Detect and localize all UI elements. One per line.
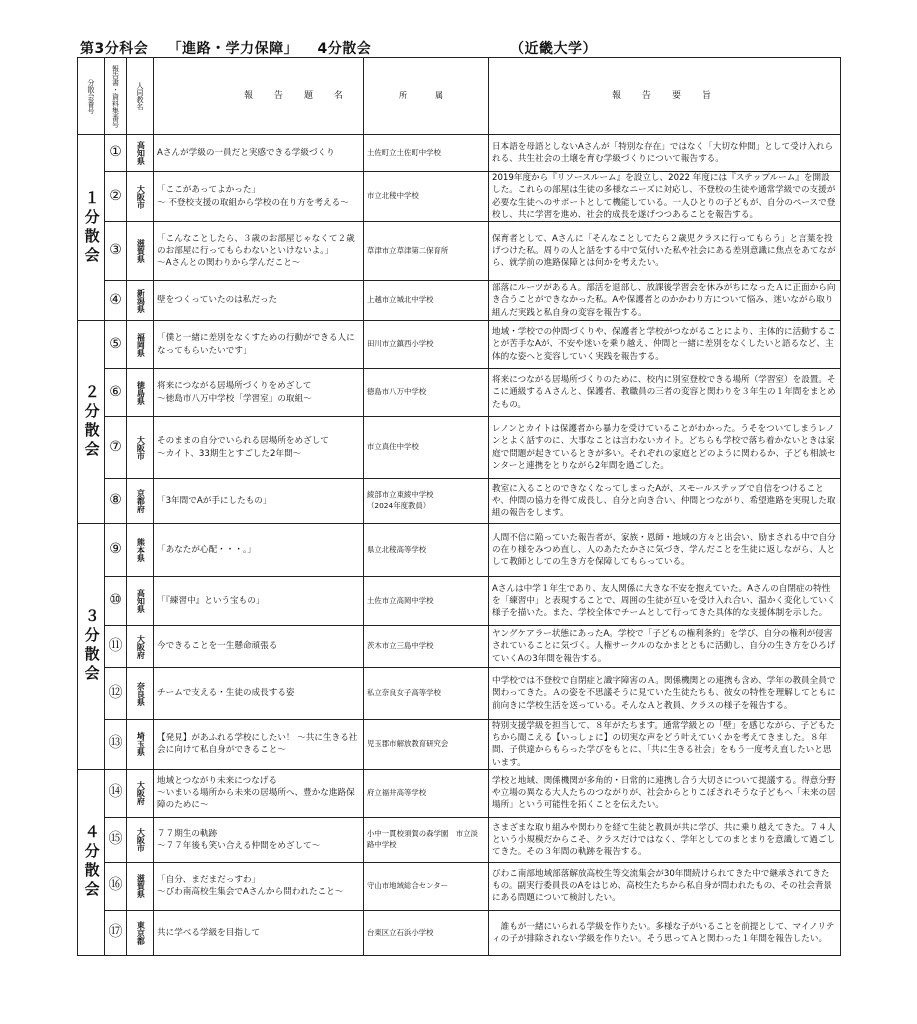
report-summary: びわこ南部地域部落解放高校生等交流集会が30年間続けられてきた中で継承されてきたもの。副実行委員長のAをはじめ、高校生たちから私自身が問われたもの、その社会背景にある問題について検討したい。 bbox=[489, 862, 841, 910]
report-number: ⑯ bbox=[105, 862, 127, 910]
table-row bbox=[78, 172, 841, 222]
report-title: 「『練習中』という宝もの」 bbox=[154, 577, 364, 626]
prefecture-text: 高知県 bbox=[136, 141, 146, 165]
prefecture-text: 埼玉県 bbox=[136, 732, 146, 757]
session-label: 第3分科会 bbox=[80, 41, 149, 57]
prefecture bbox=[127, 910, 154, 955]
col-affiliation: 所 属 bbox=[364, 58, 489, 135]
prefecture-text: 福岡県 bbox=[136, 332, 146, 357]
affiliation: 草津市立草津第二保育所 bbox=[364, 222, 489, 281]
report-title: 「こんなことしたら、３歳のお部屋じゃなくて２歳のお部屋に行ってもらわないといけないよ。」 ～Aさんとの関わりから学んだこと～ bbox=[154, 222, 364, 281]
report-summary: 2019年度から『リソースルーム』を設立し、2022 年度には『ステップルーム』を開設した。これらの部屋は生徒の多様なニーズに対応し、不登校の生徒や通常学級での支援が必要な生徒へのサポートとして機能している。一人ひとりの子どもが、自分のペースで登校し、共に学習を進め、社会的成長を遂げつつあることを報告する。 bbox=[489, 172, 841, 222]
prefecture-text: 滋賀県 bbox=[136, 874, 146, 899]
venue-label: （近畿大学） bbox=[510, 41, 597, 57]
table-row bbox=[78, 720, 841, 770]
report-number: ⑦ bbox=[105, 417, 127, 479]
affiliation: 守山市地域総合センター bbox=[364, 862, 489, 910]
table-row bbox=[78, 281, 841, 321]
report-title: 共に学べる学級を目指して bbox=[154, 910, 364, 955]
prefecture bbox=[127, 862, 154, 910]
report-summary: 日本語を母語としないAさんが「特別な存在」ではなく「大切な仲間」として受け入れられる、共生社会の土壌を育む学級づくりについて報告する。 bbox=[489, 135, 841, 172]
table-row bbox=[78, 862, 841, 910]
affiliation: 児玉郡市解放教育研究会 bbox=[364, 720, 489, 770]
table-row bbox=[78, 417, 841, 479]
table-row bbox=[78, 369, 841, 417]
group-cell bbox=[78, 769, 105, 955]
prefecture-text: 大阪府 bbox=[136, 781, 146, 806]
prefecture-text: 高知県 bbox=[136, 589, 146, 613]
report-summary: 中学校では不登校で自閉症と識字障害のＡ。関係機関との連携も含め、学年の教員全員で関わってきた。Ａの姿を不思議そうに見ていた生徒たちも、彼女の特性を理解してともに前向きに学校生活を送っている。そんなＡと教員、クラスの様子を報告する。 bbox=[489, 668, 841, 720]
report-summary: 地域・学校での仲間づくりや、保護者と学校がつながることにより、主体的に活動することが苦手なAが、不安や迷いを乗り越え、仲間と一緒に差別をなくしたいと語るなど、主体的な姿へと変容していく実践を報告する。 bbox=[489, 321, 841, 369]
prefecture bbox=[127, 172, 154, 222]
report-number: ⑪ bbox=[105, 626, 127, 668]
col-title: 報 告 題 名 bbox=[154, 58, 364, 135]
affiliation: 綾部市立東綾中学校 （2024年度教員） bbox=[364, 479, 489, 524]
report-number: ⑨ bbox=[105, 524, 127, 577]
affiliation: 土佐町立土佐町中学校 bbox=[364, 135, 489, 172]
group-cell bbox=[78, 524, 105, 770]
col-group-no: 分散会番号 bbox=[78, 58, 105, 135]
affiliation: 茨木市立三島中学校 bbox=[364, 626, 489, 668]
prefecture-text: 新潟県 bbox=[136, 288, 146, 313]
table-header-row bbox=[78, 58, 841, 135]
prefecture-text: 大阪府 bbox=[136, 634, 146, 659]
group-label: ４分散会 bbox=[82, 824, 101, 901]
table-row bbox=[78, 817, 841, 862]
subsession-label: 4分散会 bbox=[317, 41, 372, 57]
report-summary: レノンとカイトは保護者から暴力を受けていることがわかった。うそをついてしまうレノンとよく話すのに、大事なことは言わないカイト。どちらも学校で落ち着かないときは家庭で問題が起きているときが多い。それぞれの家庭とどのように関わるか、子ども相談センターと連携をとりながら2年間を過ごした。 bbox=[489, 417, 841, 479]
report-summary: さまざまな取り組みや関わりを経て生徒と教員が共に学び、共に乗り越えてきた。７４人という小規模だからこそ、クラスだけではなく、学年としてのまとまりを意識して過ごしてきた。その３年間の軌跡を報告する。 bbox=[489, 817, 841, 862]
prefecture bbox=[127, 369, 154, 417]
report-summary: 人間不信に陥っていた報告者が、家族・恩師・地域の方々と出会い、励まされる中で自分の在り様をみつめ直し、人のあたたかさに気づき、学んだことを生徒に返しながら、人として教師としての生き方を保障してもらっている。 bbox=[489, 524, 841, 577]
report-summary: Aさんは中学１年生であり、友人関係に大きな不安を抱えていた。Aさんの自閉症の特性を「練習中」と表現することで、周囲の生徒が互いを受け入れ合い、温かく変化していく様子を描いた。また、学校全体でチームとして行ってきた具体的な支援体制を示した。 bbox=[489, 577, 841, 626]
report-number: ⑰ bbox=[105, 910, 127, 955]
report-number: ⑩ bbox=[105, 577, 127, 626]
table-row bbox=[78, 769, 841, 817]
table-row bbox=[78, 910, 841, 955]
report-title: チームで支える・生徒の成長する姿 bbox=[154, 668, 364, 720]
col-summary: 報 告 要 旨 bbox=[489, 58, 841, 135]
prefecture-text: 熊本県 bbox=[136, 538, 146, 562]
prefecture bbox=[127, 817, 154, 862]
affiliation: 小中一貫校須賀の森学園 市立淡路中学校 bbox=[364, 817, 489, 862]
report-summary: 部落にルーツがあるＡ。部活を退部し、放課後学習会を休みがちになったＡに正面から向き合うことができなかった私。Aや保護者とのかかわり方について悩み、迷いながら取り組んだ実践と私自身の変容を報告する。 bbox=[489, 281, 841, 321]
report-title: 「あなたが心配・・・。」 bbox=[154, 524, 364, 577]
report-title: 「自分、まだまだっすわ」 ～びわ南高校生集会でAさんから問われたこと～ bbox=[154, 862, 364, 910]
prefecture-text: 大阪市 bbox=[136, 435, 146, 460]
report-table bbox=[77, 57, 841, 956]
table-row bbox=[78, 668, 841, 720]
report-title: 壁をつくっていたのは私だった bbox=[154, 281, 364, 321]
report-title: 【発見】があふれる学校にしたい！ ～共に生きる社会に向けて私自身ができること～ bbox=[154, 720, 364, 770]
prefecture bbox=[127, 479, 154, 524]
report-title: そのままの自分でいられる居場所をめざして ～カイト、33期生とすごした2年間～ bbox=[154, 417, 364, 479]
prefecture-text: 滋賀県 bbox=[136, 239, 146, 263]
report-number: ⑧ bbox=[105, 479, 127, 524]
report-summary: 特別支援学級を担当して、８年がたちます。通常学級との「壁」を感じながら、子どもたちから聞こえる【いっしょに】の切実な声をどう叶えていくかを考えてきました。８年間、子供達からもらった学びをもとに、「共に生きる社会」をもう一度考え直したいと思います。 bbox=[489, 720, 841, 770]
report-number: ⑬ bbox=[105, 720, 127, 770]
report-number: ① bbox=[105, 135, 127, 172]
prefecture-text: 東京都 bbox=[136, 920, 146, 945]
report-number: ⑭ bbox=[105, 769, 127, 817]
prefecture bbox=[127, 135, 154, 172]
report-title: 「ここがあってよかった」 ～ 不登校支援の取組から学校の在り方を考える～ bbox=[154, 172, 364, 222]
topic-label: 「進路・学力保障」 bbox=[167, 41, 299, 57]
prefecture bbox=[127, 281, 154, 321]
group-label: ３分散会 bbox=[82, 608, 101, 685]
report-number: ⑫ bbox=[105, 668, 127, 720]
affiliation: 市立北稜中学校 bbox=[364, 172, 489, 222]
affiliation: 台東区立石浜小学校 bbox=[364, 910, 489, 955]
report-summary: 教室に入ることのできなくなってしまったAが、スモールステップで自信をつけることや、仲間の協力を得て成長し、自分と向き合い、仲間とつながり、希望進路を実現した取組の報告をします。 bbox=[489, 479, 841, 524]
affiliation: 田川市立鎮西小学校 bbox=[364, 321, 489, 369]
report-number: ③ bbox=[105, 222, 127, 281]
prefecture bbox=[127, 524, 154, 577]
group-label: １分散会 bbox=[82, 189, 101, 266]
table-row bbox=[78, 577, 841, 626]
affiliation: 私立奈良女子高等学校 bbox=[364, 668, 489, 720]
report-number: ⑮ bbox=[105, 817, 127, 862]
table-row bbox=[78, 321, 841, 369]
prefecture-text: 徳島県 bbox=[136, 380, 146, 405]
report-title: ７７期生の軌跡 ～７７年後も笑い合える仲間をめざして～ bbox=[154, 817, 364, 862]
prefecture-text: 奈良県 bbox=[136, 681, 146, 706]
group-cell bbox=[78, 321, 105, 524]
affiliation: 府立福井高等学校 bbox=[364, 769, 489, 817]
report-title: 将来につながる居場所づくりをめざして ～徳島市八万中学校「学習室」の取組～ bbox=[154, 369, 364, 417]
affiliation: 市立真住中学校 bbox=[364, 417, 489, 479]
report-summary: 学校と地域、関係機関が多角的・日常的に連携し合う大切さについて提議する。得意分野や立場の異なる大人たちのつながりが、社会からとりこぼされそうな子どもへ「未来の居場所」という可能性を拓くことを伝えたい。 bbox=[489, 769, 841, 817]
prefecture-text: 大阪市 bbox=[136, 184, 146, 209]
prefecture-text: 大阪市 bbox=[136, 827, 146, 852]
col-report-no: 報告書・資料集番号 bbox=[105, 58, 127, 135]
report-title: 「3年間でAが手にしたもの」 bbox=[154, 479, 364, 524]
affiliation: 上越市立城北中学校 bbox=[364, 281, 489, 321]
prefecture bbox=[127, 417, 154, 479]
report-title: 今できることを一生懸命頑張る bbox=[154, 626, 364, 668]
table-row bbox=[78, 524, 841, 577]
report-number: ④ bbox=[105, 281, 127, 321]
table-row bbox=[78, 135, 841, 172]
page-title bbox=[80, 38, 597, 58]
report-summary: 誰もが一緒にいられる学級を作りたい。多様な子がいることを前提として、マイノリティの子が排除されない学級を作りたい。そう思ってＡと関わった１年間を報告したい。 bbox=[489, 910, 841, 955]
prefecture bbox=[127, 720, 154, 770]
prefecture bbox=[127, 769, 154, 817]
prefecture bbox=[127, 577, 154, 626]
affiliation: 徳島市八万中学校 bbox=[364, 369, 489, 417]
group-label: ２分散会 bbox=[82, 384, 101, 460]
table-row bbox=[78, 479, 841, 524]
report-summary: ヤングケアラー状態にあったA。学校で「子どもの権利条約」を学び、自分の権利が侵害されていることに気づく。人権サークルのなかまとともに活動し、自分の生き方をひろげていくAの3年間を報告する。 bbox=[489, 626, 841, 668]
report-number: ⑤ bbox=[105, 321, 127, 369]
prefecture bbox=[127, 321, 154, 369]
report-title: 「僕と一緒に差別をなくすための行動ができる人になってもらいたいです」 bbox=[154, 321, 364, 369]
table-row bbox=[78, 222, 841, 281]
report-summary: 保育者として、Aさんに「そんなことしてたら２歳児クラスに行ってもらう」と言葉を投げつけた私。周りの人と話をする中で気付いた私や社会にある差別意識に焦点をあてながら、就学前の進路保障とは何かを考えたい。 bbox=[489, 222, 841, 281]
prefecture bbox=[127, 668, 154, 720]
affiliation: 土佐市立高岡中学校 bbox=[364, 577, 489, 626]
report-number: ⑥ bbox=[105, 369, 127, 417]
prefecture bbox=[127, 626, 154, 668]
prefecture-text: 京都府 bbox=[136, 489, 146, 513]
col-person-count: 人同教名 bbox=[127, 58, 154, 135]
report-title: Aさんが学級の一員だと実感できる学級づくり bbox=[154, 135, 364, 172]
report-number: ② bbox=[105, 172, 127, 222]
report-title: 地域とつながり未来につなげる ～いまいる場所から未来の居場所へ、豊かな進路保障のために～ bbox=[154, 769, 364, 817]
group-cell bbox=[78, 135, 105, 321]
table-row bbox=[78, 626, 841, 668]
prefecture bbox=[127, 222, 154, 281]
affiliation: 県立北稜高等学校 bbox=[364, 524, 489, 577]
report-summary: 将来につながる居場所づくりのために、校内に別室登校できる場所（学習室）を設置。そこに通級するＡさんと、保護者、教職員の三者の変容と関わりを３年生の１年間をまとめたもの。 bbox=[489, 369, 841, 417]
